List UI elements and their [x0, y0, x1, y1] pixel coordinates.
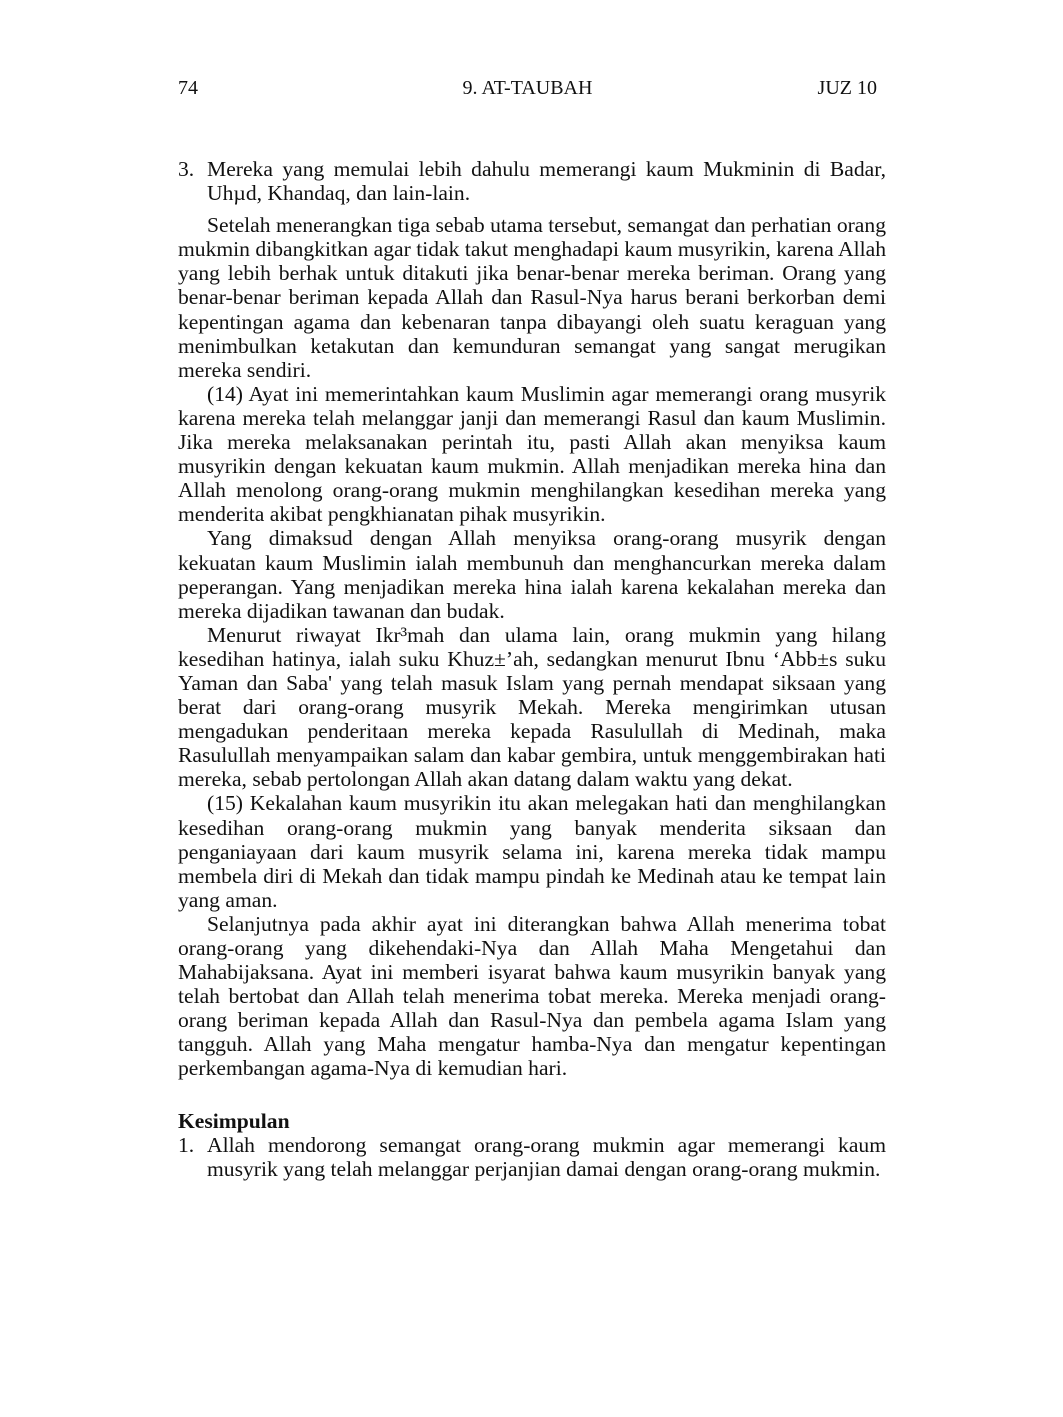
paragraph: Selanjutnya pada akhir ayat ini diterangkan bahwa Allah menerima tobat orang-orang yang dikehendaki-Nya dan Allah Maha Mengetahui dan Mahabijaksana. Ayat ini memberi isyarat bahwa kaum musyrikin banyak yang telah bertobat dan Allah telah menerima tobat mereka. Mereka menjadi orang-orang beriman kepada Allah dan Rasul-Nya dan pembela agama Islam yang tangguh. Allah yang Maha mengatur hamba-Nya dan mengatur kepentingan perkembangan agama-Nya di kemudian hari. — [178, 911, 886, 1081]
list-item — [178, 157, 886, 205]
list-item-text: Allah mendorong semangat orang-orang mukmin agar memerangi kaum musyrik yang telah melanggar perjanjian damai dengan orang-orang mukmin. — [207, 1132, 886, 1181]
paragraph: (14) Ayat ini memerintahkan kaum Muslimin agar memerangi orang musyrik karena mereka telah melanggar janji dan memerangi Rasul dan kaum Muslimin. Jika mereka melaksanakan perintah itu, pasti Allah akan menyiksa kaum musyrikin dengan kekuatan kaum mukmin. Allah menjadikan mereka hina dan Allah menolong orang-orang mukmin menghilangkan kesedihan mereka yang menderita akibat pengkhianatan pihak musyrikin. — [178, 381, 886, 527]
juz-label: JUZ 10 — [817, 77, 877, 99]
surah-title: 9. AT-TAUBAH — [462, 77, 593, 99]
paragraph: Yang dimaksud dengan Allah menyiksa orang-orang musyrik dengan kekuatan kaum Muslimin ialah membunuh dan menghancurkan mereka dalam peperangan. Yang menjadikan mereka hina ialah karena kekalahan mereka dan mereka dijadikan tawanan dan budak. — [178, 526, 886, 623]
list-item-number: 3. — [178, 157, 195, 181]
paragraph: (15) Kekalahan kaum musyrikin itu akan melegakan hati dan menghilangkan kesedihan orang-orang mukmin yang banyak menderita siksaan dan penganiayaan dari kaum musyrik selama ini, karena mereka tidak mampu membela diri di Mekah dan tidak mampu pindah ke Medinah atau ke tempat lain yang aman. — [178, 791, 886, 912]
paragraph: Setelah menerangkan tiga sebab utama tersebut, semangat dan perhatian orang mukmin dibangkitkan agar tidak takut menghadapi kaum musyrikin, karena Allah yang lebih berhak untuk ditakuti jika benar-benar mereka beriman. Orang yang benar-benar beriman kepada Allah dan Rasul-Nya harus berani berkorban demi kepentingan agama dan kebenaran tanpa dibayangi oleh suatu keraguan yang menimbulkan ketakutan dan kemunduran semangat yang sangat merugikan mereka sendiri. — [178, 213, 886, 382]
page-header — [178, 74, 877, 102]
list-item-number: 1. — [178, 1132, 195, 1157]
paragraph: Menurut riwayat Ikr³mah dan ulama lain, orang mukmin yang hilang kesedihan hatinya, ialah suku Khuz±’ah, sedangkan menurut Ibnu ‘Abb±s suku Yaman dan Saba' yang telah masuk Islam yang pernah mendapat siksaan yang berat dari orang-orang musyrik Mekah. Mereka mengirimkan utusan mengadukan penderitaan mereka kepada Rasulullah di Medinah, maka Rasulullah menyampaikan salam dan kabar gembira, untuk menggembirakan hati mereka, sebab pertolongan Allah akan datang dalam waktu yang dekat. — [178, 622, 886, 792]
section-heading: Kesimpulan — [178, 1108, 290, 1133]
list-item — [178, 1133, 886, 1181]
list-item-text: Mereka yang memulai lebih dahulu memerangi kaum Mukminin di Badar, Uhµd, Khandaq, dan lain-lain. — [207, 157, 886, 206]
page-body — [178, 157, 886, 1181]
page-number: 74 — [178, 77, 198, 99]
